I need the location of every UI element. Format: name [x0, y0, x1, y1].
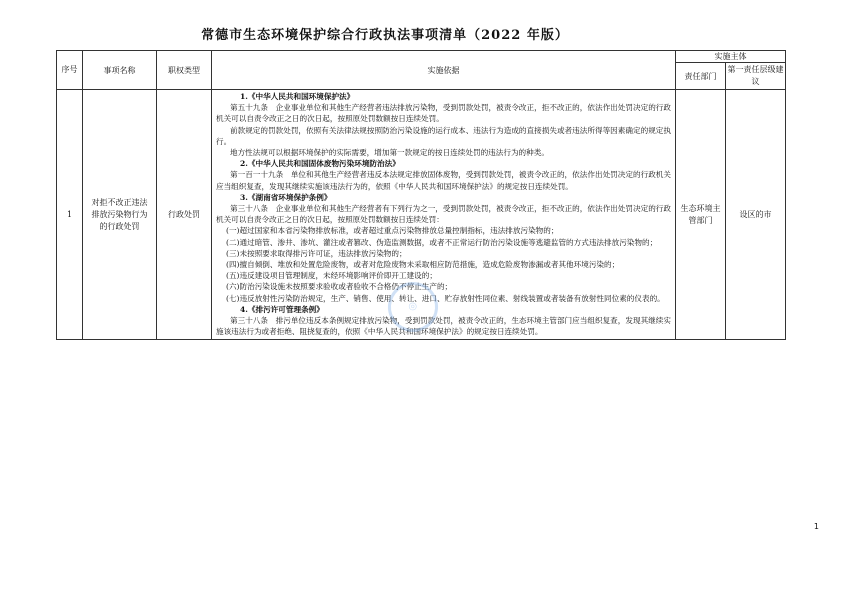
basis-paragraph: (七)违反放射性污染防治规定，生产、销售、使用、转让、进口、贮存放射性同位素、射线装置或者装备有放射性同位素的仪表的。 — [226, 293, 665, 303]
row-type: 行政处罚 — [157, 90, 212, 340]
basis-paragraph: 第一百一十九条 单位和其他生产经营者违反本法规定排放固体废物，受到罚款处罚，被责令改正的，依法作出处罚决定的行政机关应当组织复查，发现其继续实施该违法行为的，依照《中华人民共和国环境保护法》的规定按日连续处罚。 — [216, 170, 671, 191]
basis-heading: 2.《中华人民共和国固体废物污染环境防治法》 — [240, 159, 400, 169]
basis-paragraph: (二)通过暗管、渗井、渗坑、灌注或者篡改、伪造监测数据，或者不正常运行防治污染设施等逃避监管的方式违法排放污染物的； — [226, 237, 658, 247]
row-level: 设区的市 — [726, 90, 786, 340]
basis-heading: 3.《湖南省环境保护条例》 — [240, 192, 332, 202]
header-name: 事项名称 — [83, 51, 157, 90]
page-number: 1 — [813, 522, 819, 531]
header-dept: 责任部门 — [676, 63, 726, 90]
basis-paragraph: 第五十九条 企业事业单位和其他生产经营者违法排放污染物，受到罚款处罚，被责令改正，拒不改正的，依法作出处罚决定的行政机关可以自责令改正之日的次日起，按照原处罚数额按日连续处罚。 — [216, 103, 671, 124]
basis-heading: 1.《中华人民共和国环境保护法》 — [240, 92, 355, 101]
row-seq: 1 — [57, 90, 83, 340]
row-name: 对拒不改正违法排放污染物行为的行政处罚 — [83, 90, 157, 340]
header-seq: 序号 — [57, 51, 83, 90]
basis-paragraph: (五)违反建设项目管理制度，未经环境影响评价即开工建设的； — [226, 271, 437, 281]
header-type: 职权类型 — [157, 51, 212, 90]
basis-paragraph: 前款规定的罚款处罚，依照有关法律法规按照防治污染设施的运行成本、违法行为造成的直接损失或者违法所得等因素确定的规定执行。 — [216, 125, 671, 146]
basis-paragraph: 第三十八条 企业事业单位和其他生产经营者有下列行为之一，受到罚款处罚，被责令改正，拒不改正的，依法作出处罚决定的行政机关可以自责令改正之日的次日起，按照原处罚数额按日连续处罚： — [216, 204, 671, 225]
basis-heading: 4.《排污许可管理条例》 — [240, 304, 324, 314]
basis-paragraph: (四)擅自倾倒、堆放和处置危险废物，或者对危险废物未采取相应防范措施，造成危险废物渗漏或者其他环境污染的； — [226, 260, 620, 270]
row-dept: 生态环境主管部门 — [676, 90, 726, 340]
basis-paragraph: (三)未按照要求取得排污许可证，违法排放污染物的； — [226, 248, 407, 258]
basis-paragraph: (六)防治污染设施未按照要求验收或者验收不合格仍不停止生产的； — [226, 282, 453, 292]
basis-paragraph: 地方性法规可以根据环境保护的实际需要，增加第一款规定的按日连续处罚的违法行为的种类。 — [230, 148, 549, 158]
basis-paragraph: (一)超过国家和本省污染物排放标准，或者超过重点污染物排放总量控制指标，违法排放污染物的； — [226, 226, 559, 236]
header-subject: 实施主体 — [676, 51, 786, 63]
header-basis: 实施依据 — [212, 51, 676, 90]
header-level: 第一责任层级建议 — [726, 63, 786, 90]
basis-paragraph: 第三十八条 排污单位违反本条例规定排放污染物，受到罚款处罚，被责令改正的，生态环境主管部门应当组织复查，发现其继续实施该违法行为或者拒绝、阻挠复查的，依照《中华人民共和国环境保护法》的规定按日连续处罚。 — [216, 316, 671, 337]
row-basis — [212, 90, 676, 340]
page-title: 常德市生态环境保护综合行政执法事项清单（2022 年版） — [201, 28, 569, 43]
watermark-logo: ◎ — [379, 273, 447, 341]
